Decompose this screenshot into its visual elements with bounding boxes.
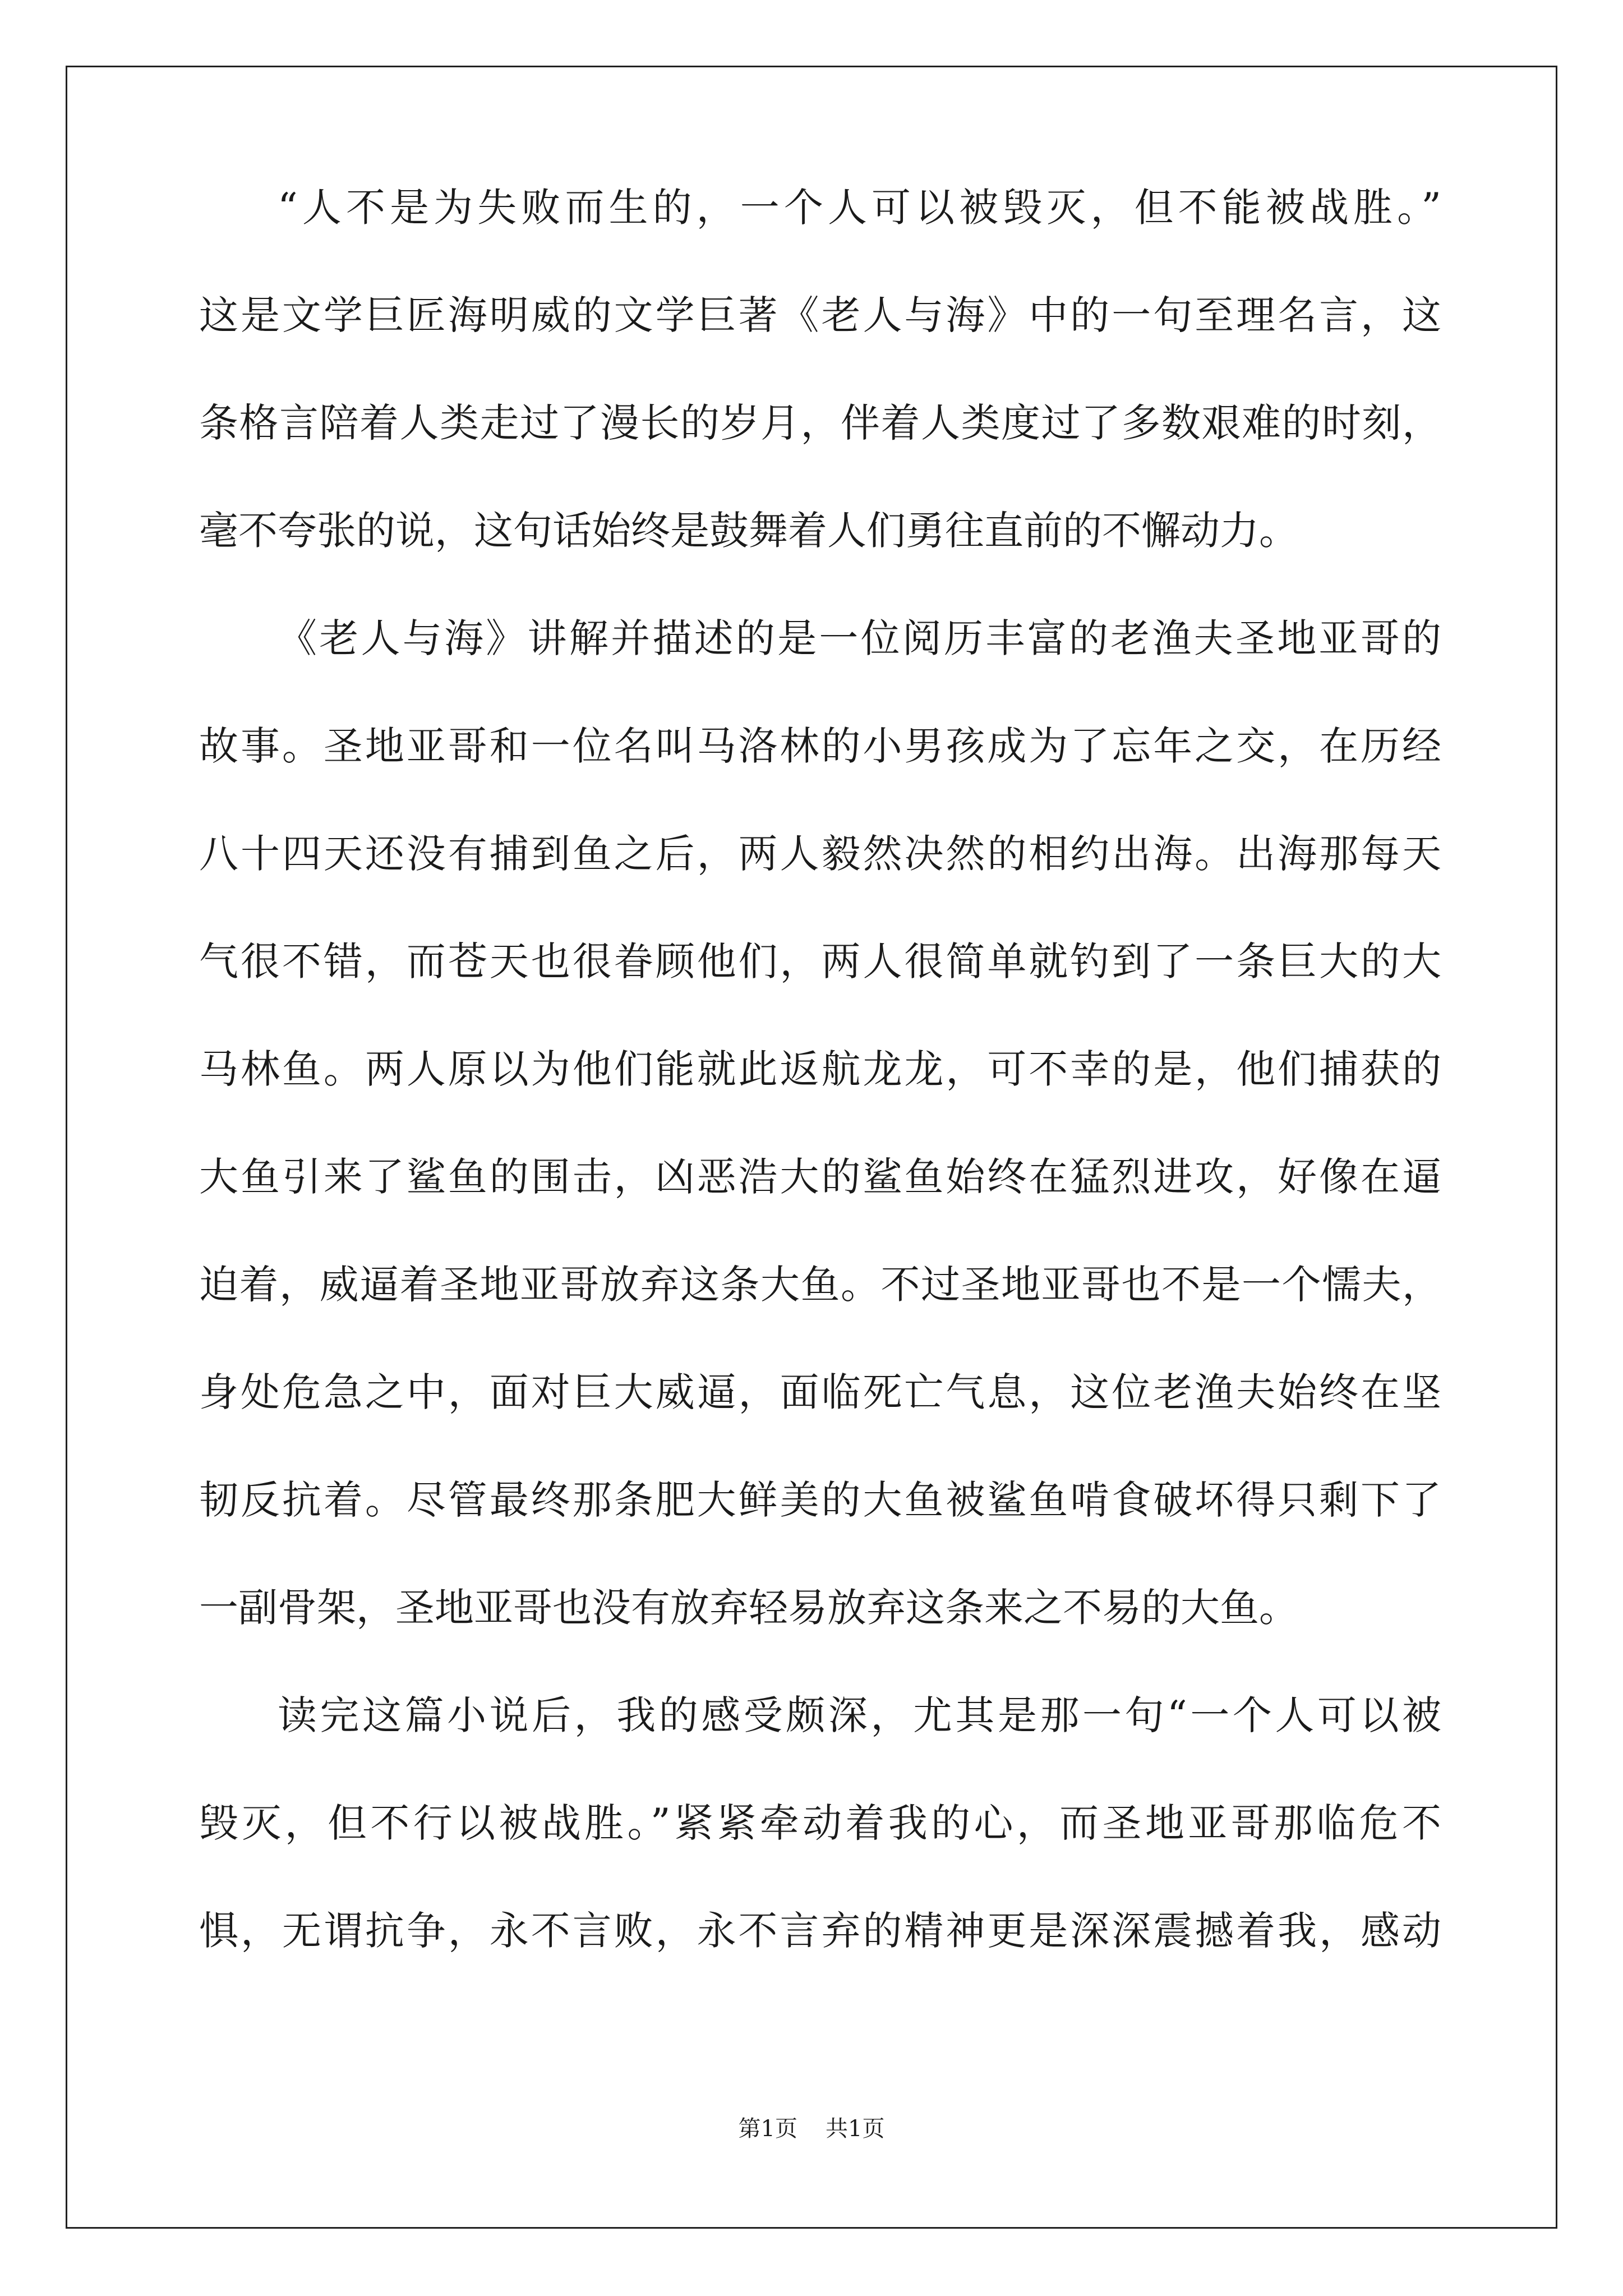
paragraph-2-line-7: 迫着，威逼着圣地亚哥放弃这条大鱼。不过圣地亚哥也不是一个懦夫，	[199, 1262, 1441, 1308]
paragraph-1-line-3: 条格言陪着人类走过了漫长的岁月，伴着人类度过了多数艰难的时刻，	[199, 400, 1441, 446]
paragraph-3-line-1: 读完这篇小说后，我的感受颇深，尤其是那一句“一个人可以被	[278, 1692, 1441, 1738]
page-total-label: 共1页	[826, 2116, 885, 2142]
paragraph-2-line-2: 故事。圣地亚哥和一位名叫马洛林的小男孩成为了忘年之交，在历经	[199, 723, 1441, 769]
paragraph-2-line-1: 《老人与海》讲解并描述的是一位阅历丰富的老渔夫圣地亚哥的	[278, 615, 1441, 661]
paragraph-2-line-6: 大鱼引来了鲨鱼的围击，凶恶浩大的鲨鱼始终在猛烈进攻，好像在逼	[199, 1154, 1441, 1200]
paragraph-1-line-1: “人不是为失败而生的，一个人可以被毁灭，但不能被战胜。”	[278, 185, 1441, 231]
paragraph-3-line-3: 惧，无谓抗争，永不言败，永不言弃的精神更是深深震撼着我，感动	[199, 1908, 1441, 1954]
paragraph-2-line-5: 马林鱼。两人原以为他们能就此返航龙龙，可不幸的是，他们捕获的	[199, 1046, 1441, 1092]
paragraph-1-line-4: 毫不夸张的说，这句话始终是鼓舞着人们勇往直前的不懈动力。	[199, 508, 1298, 554]
paragraph-2-line-4: 气很不错，而苍天也很眷顾他们，两人很简单就钓到了一条巨大的大	[199, 938, 1441, 984]
paragraph-2-line-8: 身处危急之中，面对巨大威逼，面临死亡气息，这位老渔夫始终在坚	[199, 1369, 1441, 1415]
paragraph-1-line-2: 这是文学巨匠海明威的文学巨著《老人与海》中的一句至理名言，这	[199, 292, 1441, 338]
page-number-label: 第1页	[738, 2116, 797, 2142]
paragraph-2-line-9: 韧反抗着。尽管最终那条肥大鲜美的大鱼被鲨鱼啃食破坏得只剩下了	[199, 1477, 1441, 1523]
page-footer	[0, 2115, 1623, 2143]
paragraph-2-line-10: 一副骨架，圣地亚哥也没有放弃轻易放弃这条来之不易的大鱼。	[199, 1585, 1298, 1631]
document-body	[199, 185, 1441, 2016]
paragraph-2-line-3: 八十四天还没有捕到鱼之后，两人毅然决然的相约出海。出海那每天	[199, 831, 1441, 877]
paragraph-3-line-2: 毁灭，但不行以被战胜。”紧紧牵动着我的心，而圣地亚哥那临危不	[199, 1800, 1441, 1846]
